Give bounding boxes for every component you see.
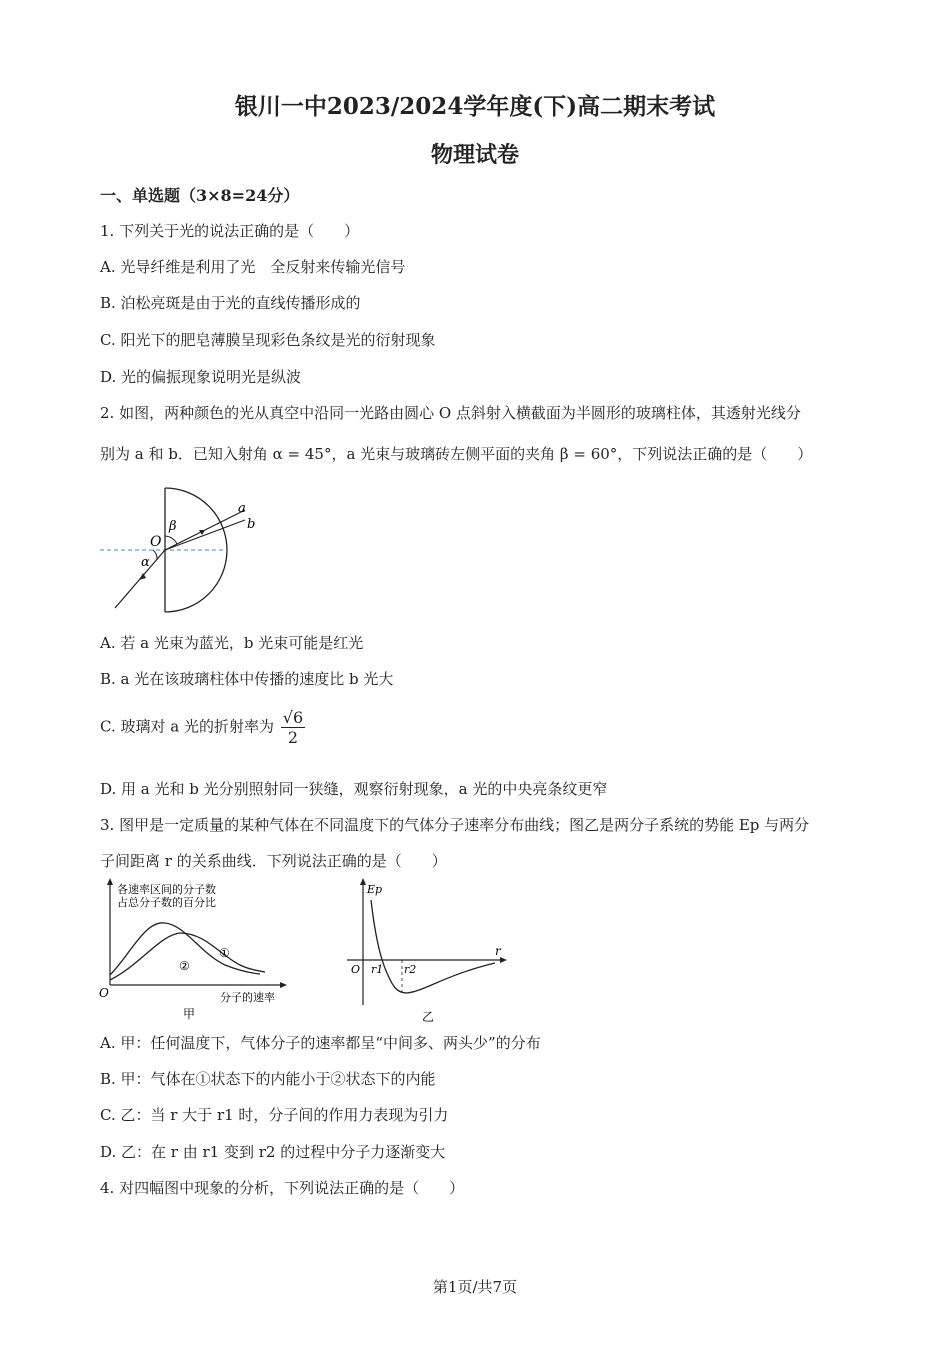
q2-option-d: D. 用 a 光和 b 光分别照射同一狭缝，观察衍射现象，a 光的中央亮条纹更窄: [100, 780, 608, 798]
q3-figure-jia: [95, 875, 295, 1020]
q1-option-d: D. 光的偏振现象说明光是纵波: [100, 368, 302, 386]
q1-option-c: C. 阳光下的肥皂薄膜呈现彩色条纹是光的衍射现象: [100, 331, 436, 349]
q3b-r2-label: r2: [404, 963, 417, 976]
q2-stem-line1: 2. 如图，两种颜色的光从真空中沿同一光路由圆心 O 点斜射入横截面为半圆形的玻璃柱体，其透射光线分: [100, 404, 801, 422]
q2-label-alpha: α: [141, 555, 150, 570]
q3b-r1-label: r1: [371, 963, 384, 976]
q2-option-c-fraction: [281, 708, 305, 747]
q3-option-c: C. 乙：当 r 大于 r1 时，分子间的作用力表现为引力: [100, 1106, 449, 1124]
q3-option-b: B. 甲：气体在①状态下的内能小于②状态下的内能: [100, 1070, 436, 1088]
q3-figure-yi: [335, 875, 510, 1025]
q2-option-c: [100, 708, 305, 747]
q1-stem: 1. 下列关于光的说法正确的是（ ）: [100, 222, 360, 240]
q2-label-o: O: [150, 534, 162, 550]
q3-option-d: D. 乙：在 r 由 r1 变到 r2 的过程中分子力逐渐变大: [100, 1143, 446, 1161]
q4-stem: 4. 对四幅图中现象的分析，下列说法正确的是（ ）: [100, 1179, 465, 1197]
q3a-origin: O: [99, 986, 109, 1000]
q3a-caption: 甲: [183, 1007, 196, 1020]
q3a-xlabel: 分子的速率: [220, 991, 275, 1004]
q3a-curve2-label: ②: [179, 959, 190, 973]
q2-refraction-figure: [95, 480, 275, 620]
q2-fraction-numerator: √6: [282, 708, 304, 727]
q2-option-b: B. a 光在该玻璃柱体中传播的速度比 b 光大: [100, 670, 394, 688]
q2-label-beta: β: [169, 519, 177, 534]
q3a-curve1-label: ①: [219, 946, 230, 960]
q2-label-a: a: [238, 501, 246, 516]
q2-fraction-denominator: 2: [287, 728, 299, 747]
page-footer: 第1页/共7页: [432, 1278, 518, 1296]
q2-option-a: A. 若 a 光束为蓝光，b 光束可能是红光: [100, 634, 364, 652]
q2-option-c-text: C. 玻璃对 a 光的折射率为: [100, 717, 274, 736]
section-heading: 一、单选题（3×8=24分）: [100, 186, 300, 205]
q3b-origin: O: [351, 963, 361, 976]
q2-stem-line2: 别为 a 和 b．已知入射角 α = 45°，a 光束与玻璃砖左侧平面的夹角 β = 60°，下列说法正确的是（ ）: [100, 445, 813, 463]
q3a-ylabel-line2: 占总分子数的百分比: [117, 896, 216, 909]
q1-option-b: B. 泊松亮斑是由于光的直线传播形成的: [100, 294, 361, 312]
q3-stem-line2: 子间距离 r 的关系曲线．下列说法正确的是（ ）: [100, 852, 447, 870]
exam-title: 银川一中2023/2024学年度(下)高二期末考试: [234, 93, 716, 120]
q3-option-a: A. 甲：任何温度下，气体分子的速率都呈“中间多、两头少”的分布: [100, 1034, 541, 1052]
q3b-xlabel: r: [495, 944, 501, 958]
exam-subtitle: 物理试卷: [430, 142, 519, 168]
q3-stem-line1: 3. 图甲是一定质量的某种气体在不同温度下的气体分子速率分布曲线；图乙是两分子系统的势能 Ep 与两分: [100, 816, 810, 834]
q1-option-a: A. 光导纤维是利用了光 全反射来传输光信号: [100, 258, 406, 276]
q2-label-b: b: [247, 517, 256, 532]
q3a-ylabel-line1: 各速率区间的分子数: [117, 883, 216, 896]
q3b-ylabel: Ep: [367, 883, 383, 896]
q3b-caption: 乙: [422, 1010, 435, 1024]
